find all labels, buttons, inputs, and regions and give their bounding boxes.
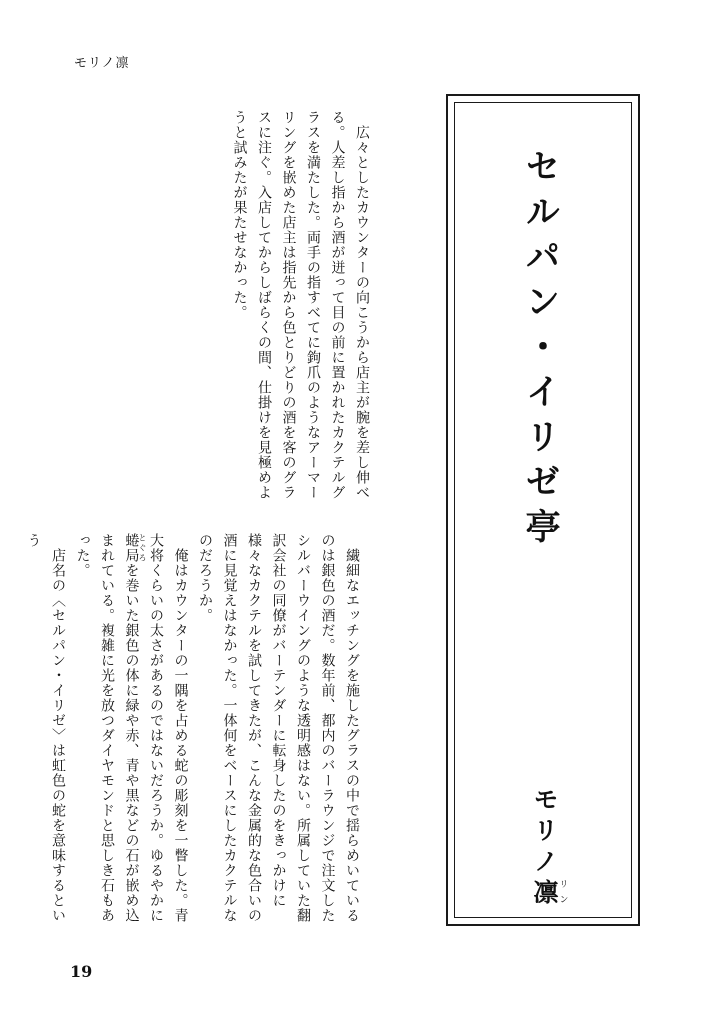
author-name-prefix: モリノ (530, 786, 559, 879)
author-ruby (530, 879, 568, 910)
body-text-lower (21, 533, 364, 933)
paragraph: 繊細なエッチングを施したグラスの中で揺らめいているのは銀色の酒だ。数年前、都内のバーラウンジで注文したシルバーウイングのような透明感はない。所属していた翻訳会社の同僚がバーテンダーに転身したのをきっかけに様々なカクテルを試してきたが、こんな金属的な色合いの酒に見覚えはなかった。一体何をベースにしたカクテルなのだろうか。 (197, 533, 360, 923)
author-reading: リン (557, 879, 568, 910)
title-frame (446, 94, 640, 926)
paragraph-text: を巻いた銀色の体に緑や赤、青や黒などの石が嵌め込まれている。複雑に光を放つダイヤモンドと思しき石もあった。 (74, 533, 140, 923)
page-number: 19 (70, 962, 93, 981)
paragraph: 店名の〈セルパン・イリゼ〉は虹色の蛇を意味するという (25, 533, 66, 923)
ruby-reading: とぐろ (138, 533, 147, 563)
body-text-upper (227, 110, 374, 510)
paragraph (70, 533, 193, 933)
ruby-base: 蜷局 (123, 533, 140, 563)
paragraph-text: 俺はカウンターの一隅を占める蛇の彫刻を一瞥した。青大将くらいの太さがあるのではないだろうか。ゆるやかに (148, 533, 189, 923)
story-title: セルパン・イリゼ亭 (520, 148, 561, 553)
running-head: モリノ凛 (74, 56, 130, 71)
author-name (530, 786, 568, 910)
ruby-word (123, 533, 147, 563)
paragraph: 広々としたカウンターの向こうから店主が腕を差し伸べる。人差し指から酒が迸って目の前に置かれたカクテルグラスを満たした。両手の指すべてに鉤爪のようなアーマーリングを嵌めた店主は指先から色とりどりの酒を客のグラスに注ぐ。入店してからしばらくの間、仕掛けを見極めようと試みたが果たせなかった。 (231, 110, 370, 500)
author-kanji: 凛 (530, 879, 559, 910)
